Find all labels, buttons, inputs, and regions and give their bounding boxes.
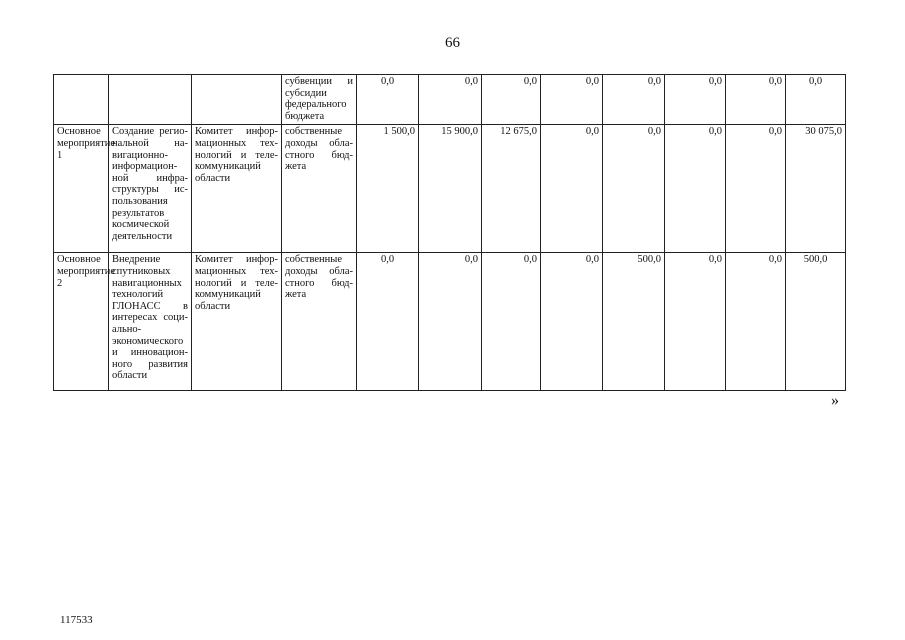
document-code: 117533 bbox=[60, 614, 93, 626]
value-cell: 0,0 bbox=[665, 125, 726, 253]
value-cell: 0,0 bbox=[419, 253, 482, 391]
page-number: 66 bbox=[445, 35, 460, 51]
event-cell: Основное мероприятие 1 bbox=[54, 125, 109, 253]
budget-table bbox=[53, 74, 846, 391]
total-cell: 0,0 bbox=[786, 75, 846, 125]
value-cell: 0,0 bbox=[726, 125, 786, 253]
description-cell: Внедрение спутниковых навигационных технологий ГЛОНАСС в интересах социально-экономического и инновационного развития области bbox=[109, 253, 192, 391]
executor-cell: Комитет информационных технологий и телекоммуникаций области bbox=[192, 253, 282, 391]
value-cell: 0,0 bbox=[603, 75, 665, 125]
value-cell: 0,0 bbox=[541, 253, 603, 391]
value-cell: 0,0 bbox=[357, 75, 419, 125]
executor-cell: Комитет информационных технологий и телекоммуникаций области bbox=[192, 125, 282, 253]
description-cell: Создание региональной навигационно-информационной инфраструктуры использования результатов космической деятельности bbox=[109, 125, 192, 253]
value-cell: 0,0 bbox=[419, 75, 482, 125]
value-cell: 0,0 bbox=[357, 253, 419, 391]
funding-source-cell: собственные доходы областного бюджета bbox=[282, 253, 357, 391]
description-cell bbox=[109, 75, 192, 125]
value-cell: 0,0 bbox=[482, 253, 541, 391]
table-row bbox=[54, 253, 846, 391]
value-cell: 15 900,0 bbox=[419, 125, 482, 253]
value-cell: 12 675,0 bbox=[482, 125, 541, 253]
table-row bbox=[54, 75, 846, 125]
table-row bbox=[54, 125, 846, 253]
value-cell: 0,0 bbox=[726, 75, 786, 125]
event-cell: Основное мероприятие 2 bbox=[54, 253, 109, 391]
value-cell: 0,0 bbox=[726, 253, 786, 391]
value-cell: 1 500,0 bbox=[357, 125, 419, 253]
executor-cell bbox=[192, 75, 282, 125]
total-cell: 500,0 bbox=[786, 253, 846, 391]
total-cell: 30 075,0 bbox=[786, 125, 846, 253]
funding-source-cell: собственные доходы областного бюджета bbox=[282, 125, 357, 253]
value-cell: 500,0 bbox=[603, 253, 665, 391]
funding-source-cell: субвенции и субсидии федерального бюджета bbox=[282, 75, 357, 125]
event-cell bbox=[54, 75, 109, 125]
value-cell: 0,0 bbox=[665, 75, 726, 125]
value-cell: 0,0 bbox=[603, 125, 665, 253]
value-cell: 0,0 bbox=[482, 75, 541, 125]
value-cell: 0,0 bbox=[541, 75, 603, 125]
value-cell: 0,0 bbox=[541, 125, 603, 253]
value-cell: 0,0 bbox=[665, 253, 726, 391]
closing-quote: » bbox=[831, 392, 839, 409]
